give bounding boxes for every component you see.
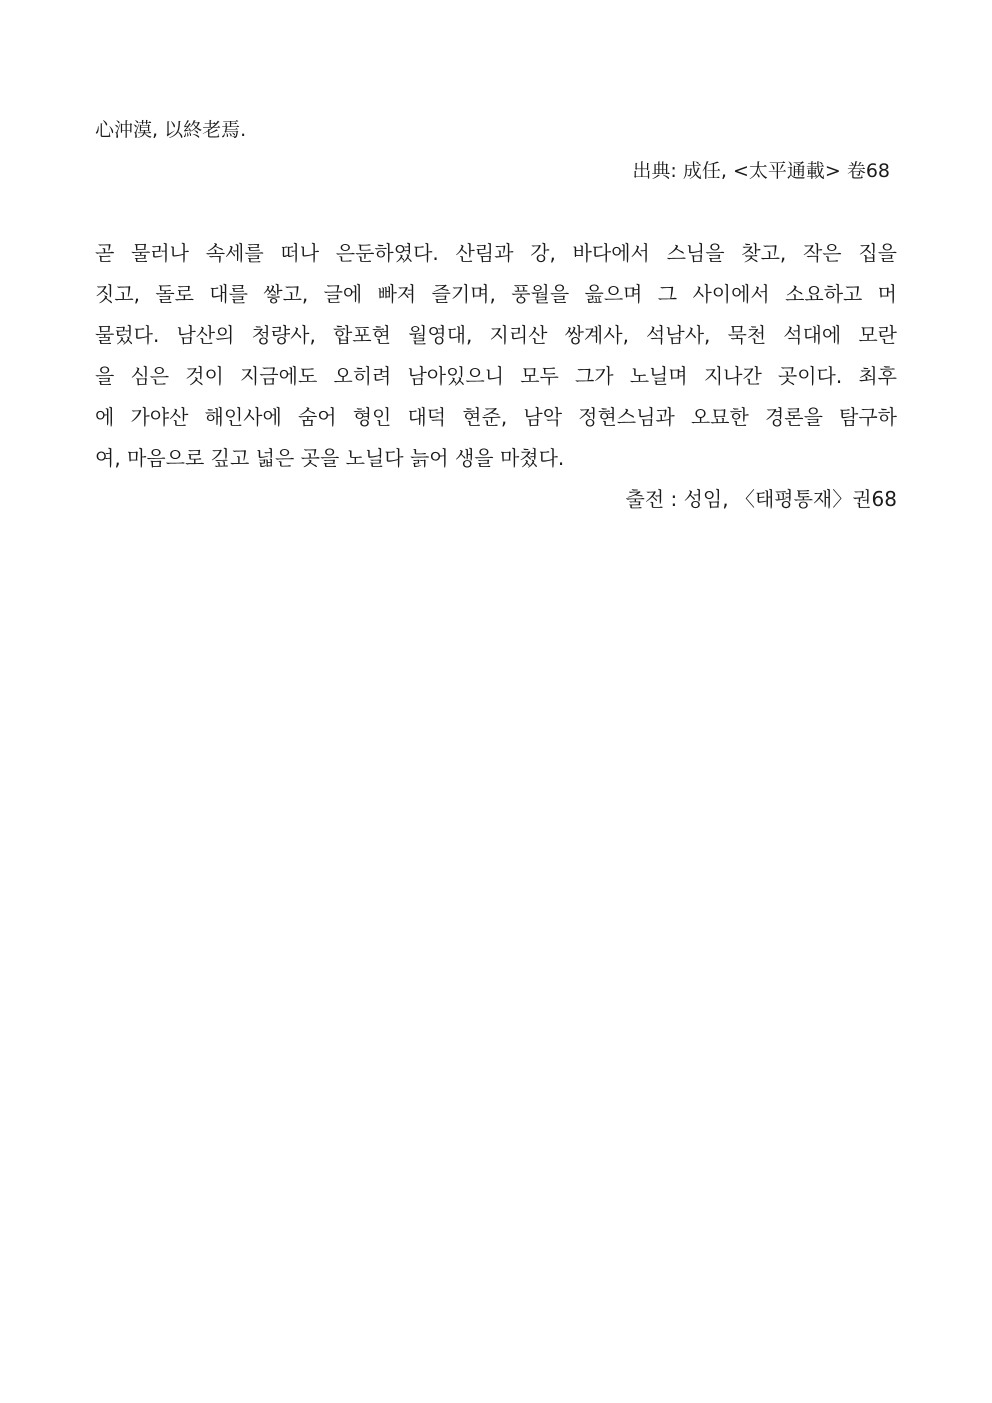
korean-translation-paragraph [95, 238, 897, 484]
translation-line: 물렀다. 남산의 청량사, 합포현 월영대, 지리산 쌍계사, 석남사, 묵천 석대에 모란 [95, 323, 897, 347]
translation-line: 곧 물러나 속세를 떠나 은둔하였다. 산림과 강, 바다에서 스님을 찾고, 작은 집을 [95, 241, 897, 265]
classical-source-citation: 出典: 成任, <太平通載> 卷68 [632, 160, 890, 182]
translation-line: 여, 마음으로 깊고 넓은 곳을 노닐다 늙어 생을 마쳤다. [95, 446, 565, 470]
translation-line: 짓고, 돌로 대를 쌓고, 글에 빠져 즐기며, 풍월을 읊으며 그 사이에서 소요하고 머 [95, 282, 897, 306]
translation-source-citation: 출전 : 성임, 〈태평통재〉권68 [625, 487, 897, 511]
translation-line: 에 가야산 해인사에 숨어 형인 대덕 현준, 남악 정현스님과 오묘한 경론을 탐구하 [95, 405, 897, 429]
classical-text: 心沖漠, 以終老焉. [95, 119, 247, 141]
translation-line: 을 심은 것이 지금에도 오히려 남아있으니 모두 그가 노닐며 지나간 곳이다. 최후 [95, 364, 897, 388]
